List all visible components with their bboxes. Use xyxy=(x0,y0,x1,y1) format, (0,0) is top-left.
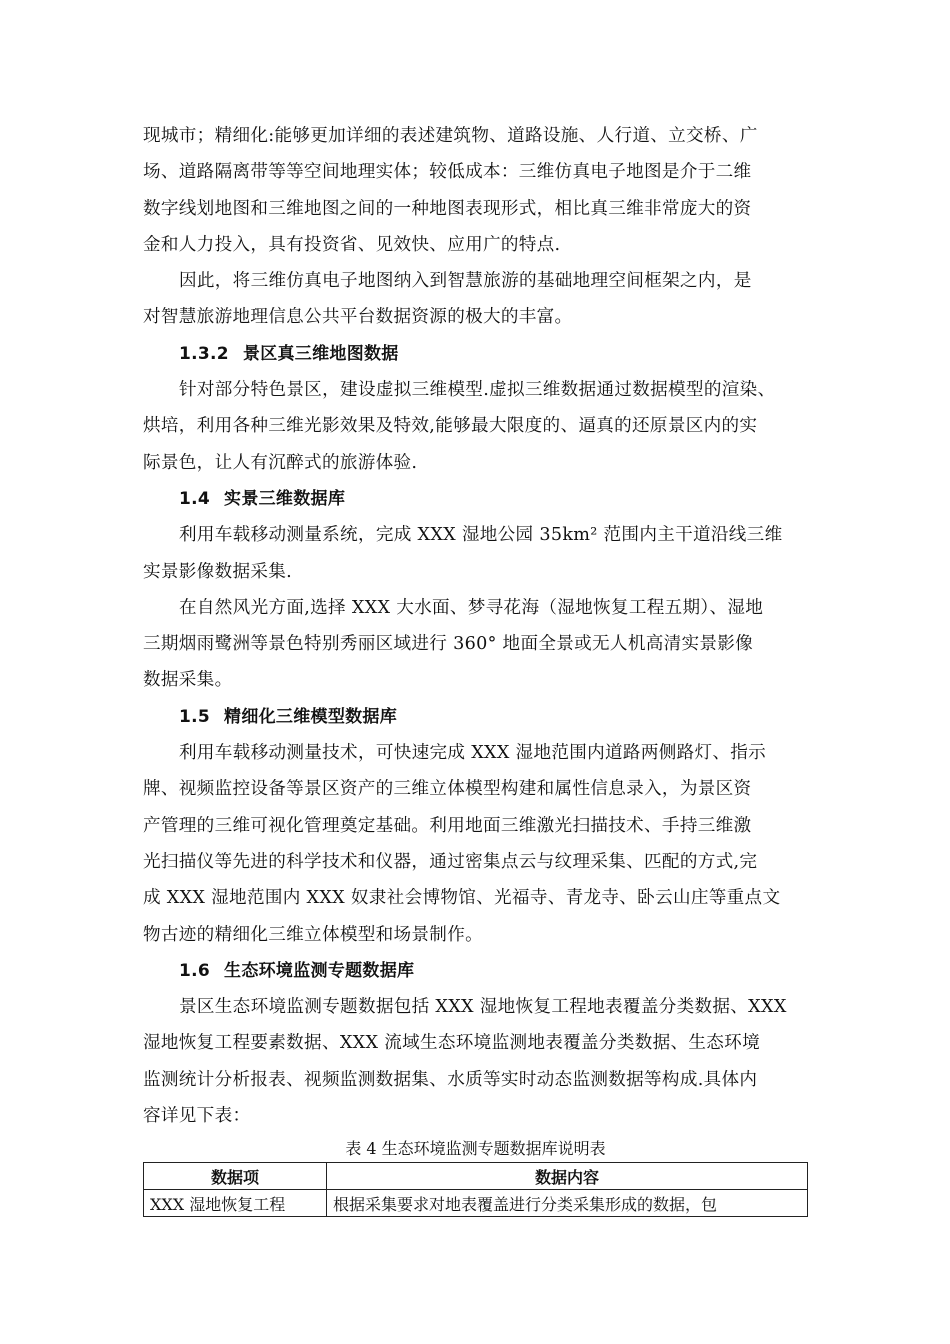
document-body xyxy=(143,118,808,1134)
table-caption: 表 4 生态环境监测专题数据库说明表 xyxy=(345,1139,606,1158)
section-heading-1-5 xyxy=(143,699,808,735)
text-line: 利用车载移动测量系统，完成 XXX 湿地公园 35km² 范围内主干道沿线三维 xyxy=(179,525,783,546)
text-line: 容详见下表： xyxy=(143,1106,251,1127)
section-number: 1.6 xyxy=(179,960,211,981)
section-title: 精细化三维模型数据库 xyxy=(224,706,398,727)
paragraph-section-1-3-2 xyxy=(143,372,808,481)
text-line: 数字线划地图和三维地图之间的一种地图表现形式，相比真三维非常庞大的资 xyxy=(143,198,752,219)
text-line: 因此，将三维仿真电子地图纳入到智慧旅游的基础地理空间框架之内，是 xyxy=(179,271,752,292)
section-heading-1-3-2 xyxy=(143,336,808,372)
section-heading-1-6 xyxy=(143,953,808,989)
section-number: 1.4 xyxy=(179,488,211,509)
text-line: 成 XXX 湿地范围内 XXX 奴隶社会博物馆、光福寺、青龙寺、卧云山庄等重点文 xyxy=(143,888,781,909)
section-heading-1-4 xyxy=(143,481,808,517)
section-title: 生态环境监测专题数据库 xyxy=(224,960,415,981)
text-line: 对智慧旅游地理信息公共平台数据资源的极大的丰富。 xyxy=(143,307,573,328)
section-title: 实景三维数据库 xyxy=(224,488,346,509)
text-line: 金和人力投入，具有投资省、见效快、应用广的特点. xyxy=(143,234,561,255)
text-line: 监测统计分析报表、视频监测数据集、水质等实时动态监测数据等构成.具体内 xyxy=(143,1069,758,1090)
text-line: 牌、视频监控设备等景区资产的三维立体模型构建和属性信息录入，为景区资 xyxy=(143,779,752,800)
text-line: 利用车载移动测量技术，可快速完成 XXX 湿地范围内道路两侧路灯、指示 xyxy=(179,743,767,764)
paragraph-therefore xyxy=(143,263,808,336)
text-line: 场、道路隔离带等等空间地理实体；较低成本：三维仿真电子地图是介于二维 xyxy=(143,162,752,183)
table-header-row xyxy=(144,1163,808,1190)
table-cell: XXX 湿地恢复工程 xyxy=(144,1190,327,1217)
table-header-cell: 数据内容 xyxy=(327,1163,808,1190)
paragraph-section-1-4-b xyxy=(143,590,808,699)
text-line: 现城市；精细化:能够更加详细的表述建筑物、道路设施、人行道、立交桥、广 xyxy=(143,126,758,146)
paragraph-section-1-4-a xyxy=(143,517,808,590)
data-table xyxy=(143,1162,808,1217)
paragraph-section-1-5 xyxy=(143,735,808,953)
section-number: 1.5 xyxy=(179,706,211,727)
text-line: 产管理的三维可视化管理奠定基础。利用地面三维激光扫描技术、手持三维激 xyxy=(143,815,752,836)
text-line: 物古迹的精细化三维立体模型和场景制作。 xyxy=(143,924,483,945)
text-line: 针对部分特色景区，建设虚拟三维模型.虚拟三维数据通过数据模型的渲染、 xyxy=(179,380,776,401)
paragraph-intro xyxy=(143,118,808,263)
section-number: 1.3.2 xyxy=(179,343,229,364)
table-cell: 根据采集要求对地表覆盖进行分类采集形成的数据，包 xyxy=(327,1190,808,1217)
section-title: 景区真三维地图数据 xyxy=(242,343,399,364)
text-line: 三期烟雨鹭洲等景色特别秀丽区域进行 360° 地面全景或无人机高清实景影像 xyxy=(143,634,754,655)
text-line: 光扫描仪等先进的科学技术和仪器，通过密集点云与纹理采集、匹配的方式,完 xyxy=(143,851,758,872)
text-line: 际景色，让人有沉醉式的旅游体验. xyxy=(143,452,418,473)
text-line: 数据采集。 xyxy=(143,670,233,691)
paragraph-section-1-6 xyxy=(143,989,808,1134)
table-row xyxy=(144,1190,808,1217)
text-line: 景区生态环境监测专题数据包括 XXX 湿地恢复工程地表覆盖分类数据、XXX xyxy=(179,997,787,1018)
table-header-cell: 数据项 xyxy=(144,1163,327,1190)
text-line: 湿地恢复工程要素数据、XXX 流域生态环境监测地表覆盖分类数据、生态环境 xyxy=(143,1033,760,1054)
text-line: 烘培，利用各种三维光影效果及特效,能够最大限度的、逼真的还原景区内的实 xyxy=(143,416,758,437)
text-line: 在自然风光方面,选择 XXX 大水面、梦寻花海（湿地恢复工程五期）、湿地 xyxy=(179,597,764,618)
text-line: 实景影像数据采集. xyxy=(143,561,293,582)
